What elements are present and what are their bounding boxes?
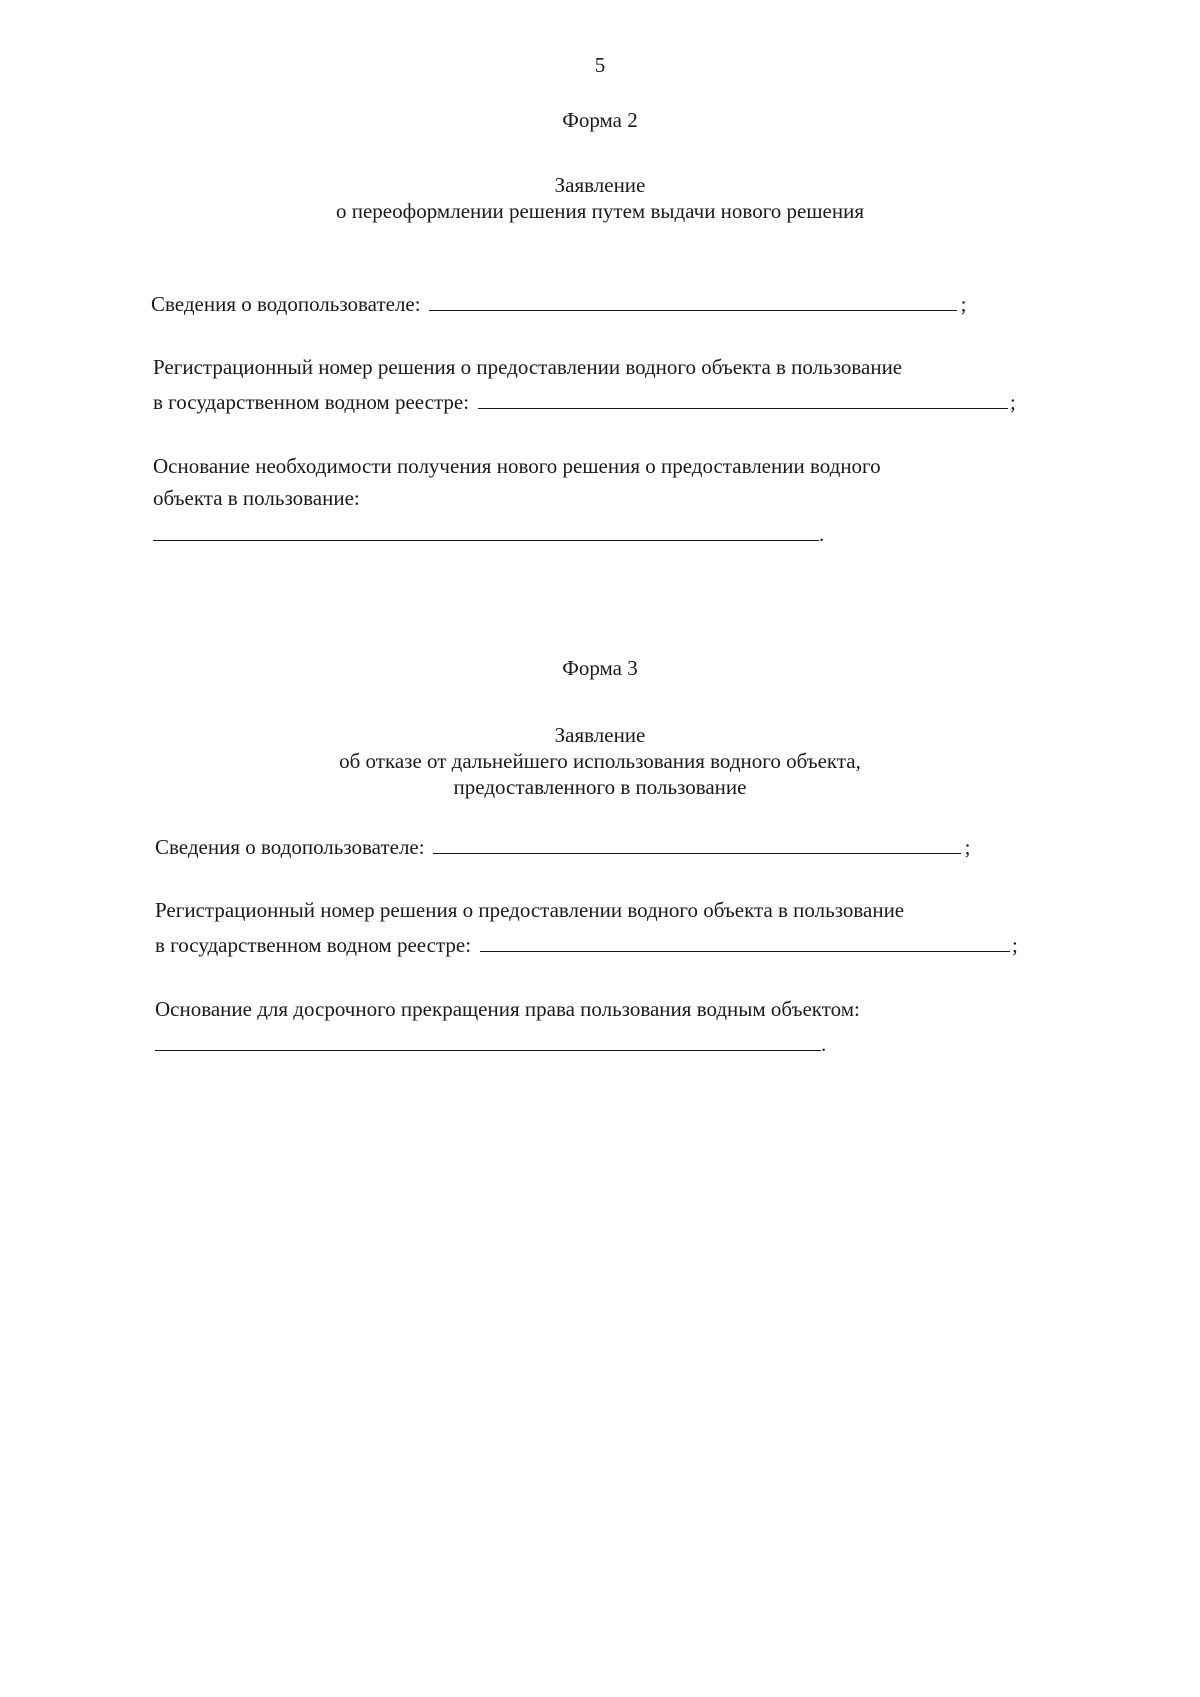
form2-user-end: ; <box>960 292 967 316</box>
form2-subtitle: о переоформлении решения путем выдачи нового решения <box>336 199 864 223</box>
form2-reg-line2: в государственном водном реестре: <box>153 390 470 414</box>
form3-basis-blank[interactable] <box>155 1032 821 1051</box>
form2-basis-end: . <box>819 522 825 546</box>
form3-reg-field <box>155 933 1018 956</box>
form2-user-blank[interactable] <box>429 292 957 311</box>
form3-subtitle-line2: предоставленного в пользование <box>453 775 747 799</box>
form3-basis-end: . <box>821 1032 827 1056</box>
form3-basis-field <box>155 1032 826 1055</box>
form3-user-label: Сведения о водопользователе: <box>155 835 425 859</box>
form2-basis-line1: Основание необходимости получения нового решения о предоставлении водного <box>153 454 881 478</box>
form2-reg-field <box>153 390 1016 413</box>
form2-label: Форма 2 <box>562 108 638 132</box>
form3-reg-line2: в государственном водном реестре: <box>155 933 472 957</box>
form3-user-blank[interactable] <box>433 835 961 854</box>
form3-reg-line1: Регистрационный номер решения о предоставлении водного объекта в пользование <box>155 898 905 922</box>
form2-basis-blank[interactable] <box>153 522 819 541</box>
form3-subtitle-line1: об отказе от дальнейшего использования водного объекта, <box>339 749 861 773</box>
form3-basis-line1: Основание для досрочного прекращения права пользования водным объектом: <box>155 997 860 1021</box>
form3-user-end: ; <box>964 835 971 859</box>
form2-user-field <box>151 292 966 315</box>
form3-label: Форма 3 <box>562 656 638 680</box>
form2-reg-blank[interactable] <box>478 390 1008 409</box>
form2-basis-line2: объекта в пользование: <box>153 486 360 510</box>
form3-title: Заявление <box>554 723 646 747</box>
form3-user-field <box>155 835 970 858</box>
form3-reg-blank[interactable] <box>480 933 1010 952</box>
form2-title: Заявление <box>554 173 646 197</box>
form2-user-label: Сведения о водопользователе: <box>151 292 421 316</box>
form2-reg-line1: Регистрационный номер решения о предоставлении водного объекта в пользование <box>153 355 903 379</box>
form2-basis-field <box>153 522 824 545</box>
form2-reg-end: ; <box>1010 390 1016 414</box>
form3-reg-end: ; <box>1012 933 1018 957</box>
page-number: 5 <box>594 53 606 77</box>
